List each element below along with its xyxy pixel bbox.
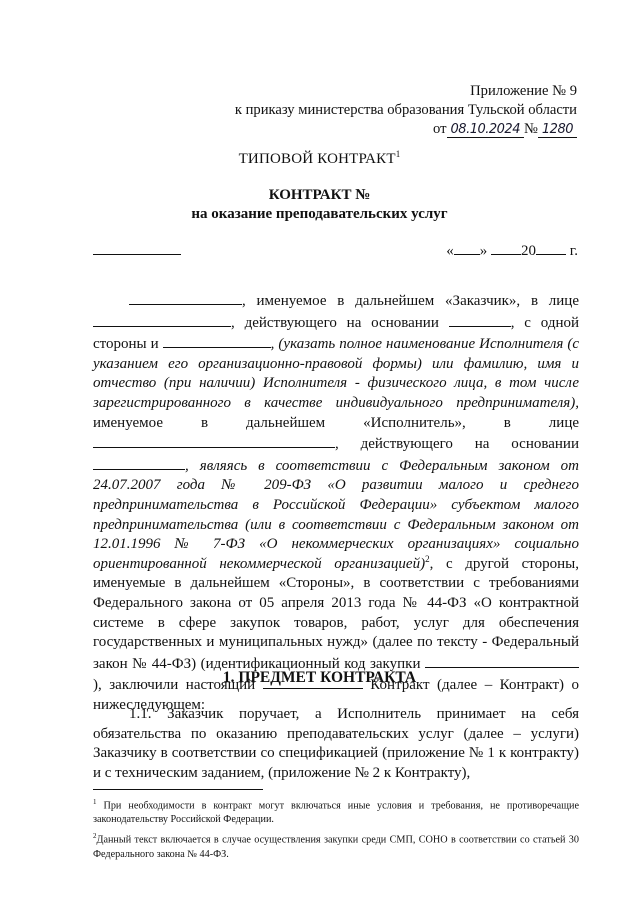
contractor-rep-blank [93, 433, 335, 448]
clause-1-1: 1.1. Заказчик поручает, а Исполнитель принимает на себя обязательства по оказанию преподавательских услуг (далее – услуги) Заказчику в соответствии со спецификацией (приложение № 1 к контракту) и с техническим заданием, (приложение № 2 к Контракту), [93, 706, 579, 781]
contract-title-block [0, 186, 639, 224]
type-title-text: ТИПОВОЙ КОНТРАКТ [238, 151, 396, 167]
customer-blank [129, 290, 242, 305]
customer-rep-blank [93, 312, 231, 327]
place-blank [93, 240, 181, 255]
type-title [0, 151, 639, 168]
contract-subtitle: на оказание преподавательских услуг [191, 206, 448, 222]
footnote-ref-2: 2 [425, 553, 430, 564]
date-fields: « » 20 г. [446, 240, 578, 260]
footnote-divider [93, 789, 263, 790]
month-blank [491, 240, 521, 255]
footnote-ref-1: 1 [395, 149, 401, 159]
appendix-header [235, 82, 577, 139]
footnote-1: $^1$ При необходимости в контракт могут включаться иные условия и требования, не противоречащие законодательству Российской Федерации. [93, 798, 579, 826]
contractor-basis-blank [93, 455, 185, 470]
number-label: № [523, 121, 538, 137]
preamble-paragraph: , именуемое в дальнейшем «Заказчик», в лице , действующего на основании , с одной стороны и , (указать полное наименование Исполнителя (с указанием его организационно-правовой формы) или фамилию, имя и отчество (при наличии) Исполнителя - физического лица, в том числе зарегистрированного в качестве индивидуального предпринимателя), именуемое в дальнейшем «Исполнитель», в лице , действующего на основании , являясь в соответствии с Федеральным законом от 24.07.2007 года № 209-ФЗ «О развитии малого и среднего предпринимательства в Российской Федерации» субъектом малого предпринимательства (или в соответствии с Федеральным законом от 12.01.1996 № 7-ФЗ «О некоммерческих организациях» социально ориентированной некоммерческой организацией)$^2$, с другой стороны, именуемые в дальнейшем «Стороны», в соответствии с требованиями Федерального закона от 05 апреля 2013 года № 44-ФЗ «О контрактной системе в сфере закупок товаров, работ, услуг для обеспечения государственных и муниципальных нужд» (далее по тексту - Федеральный закон № 44-ФЗ) (идентификационный код закупки ), заключили настоящий Контракт (далее – Контракт) о нижеследующем: [93, 290, 579, 715]
handwritten-number: 1280 [538, 122, 577, 138]
customer-basis-blank [449, 312, 511, 327]
day-blank [454, 240, 480, 255]
contractor-blank [163, 333, 271, 348]
place-date-line [93, 240, 578, 260]
date-prefix: от [433, 121, 447, 137]
footnote-2: $^2$Данный текст включается в случае осуществления закупки среди СМП, СОНО в соответствии со статьей 30 Федерального закона № 44-ФЗ. [93, 832, 579, 860]
year-prefix: 20 [521, 243, 537, 259]
section-1-title: 1. ПРЕДМЕТ КОНТРАКТА [222, 669, 417, 686]
handwritten-date: 08.10.2024 [447, 122, 524, 138]
footnotes [93, 795, 579, 864]
year-suffix: г. [569, 243, 578, 259]
year-blank [536, 240, 566, 255]
contract-title: КОНТРАКТ № [268, 187, 371, 203]
appendix-order-ref: к приказу министерства образования Тульской области [234, 102, 577, 118]
appendix-date-line [235, 120, 577, 139]
appendix-number: Приложение № 9 [470, 83, 577, 99]
purchase-code-blank [425, 653, 579, 668]
